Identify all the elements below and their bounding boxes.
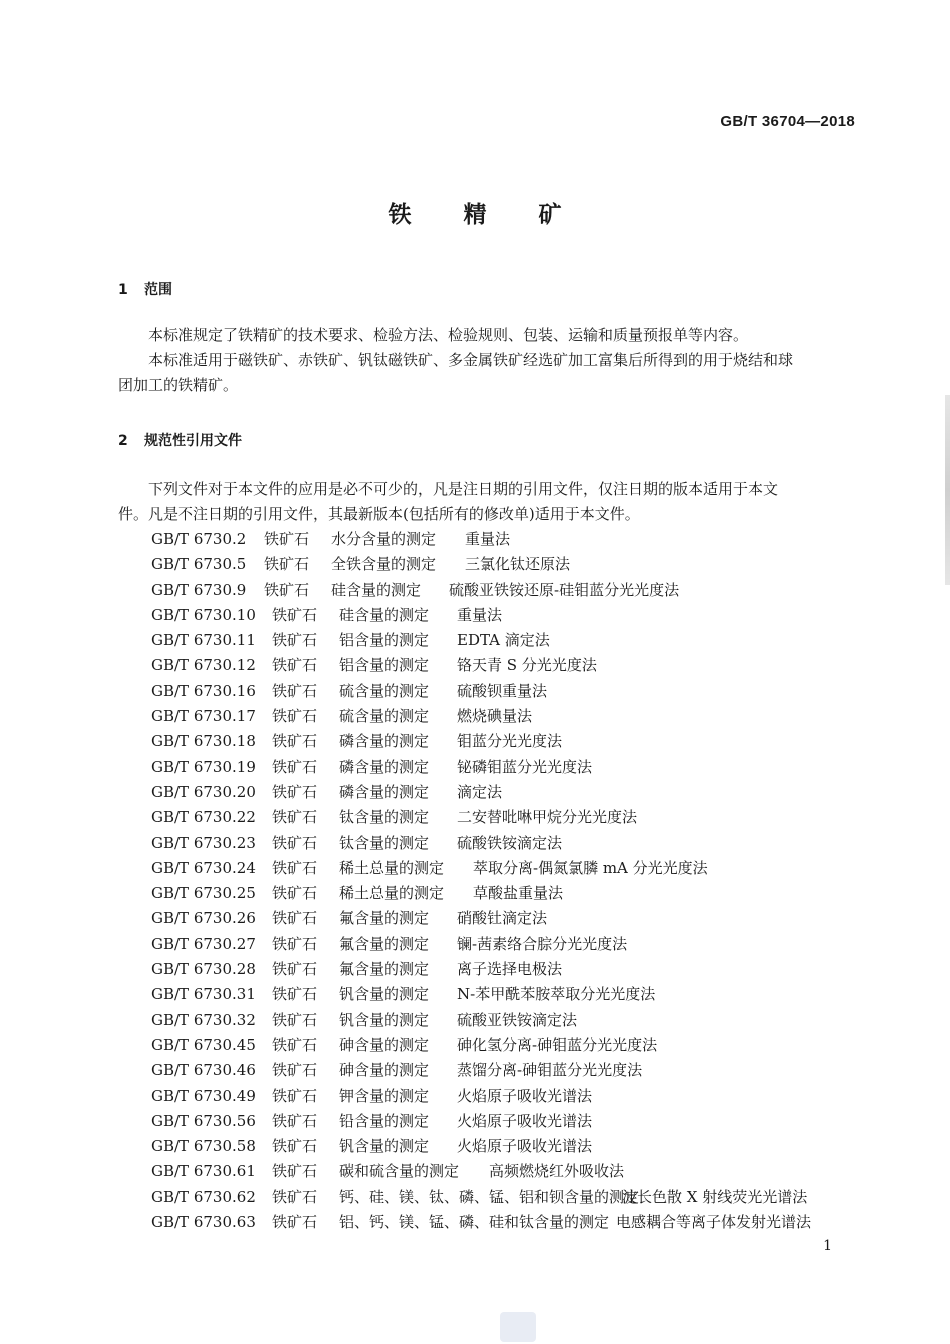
reference-category: 铁矿石 [272, 757, 318, 776]
reference-code: GB/T 6730.12 [151, 656, 256, 675]
reference-method: 电感耦合等离子体发射光谱法 [616, 1213, 812, 1232]
reference-category: 铁矿石 [272, 631, 318, 650]
reference-code: GB/T 6730.24 [151, 858, 256, 877]
reference-code: GB/T 6730.56 [151, 1111, 256, 1130]
reference-item: 铝、钙、镁、锰、磷、硅和钛含量的测定 [339, 1213, 610, 1232]
reference-item: 硅含量的测定 [339, 605, 430, 624]
reference-category: 铁矿石 [272, 656, 318, 675]
reference-category: 铁矿石 [272, 707, 318, 726]
reference-code: GB/T 6730.23 [151, 833, 256, 852]
reference-category: 铁矿石 [264, 530, 310, 548]
reference-method: 波长色散 X 射线荧光光谱法 [622, 1187, 808, 1206]
reference-category: 铁矿石 [272, 1035, 318, 1054]
reference-item: 全铁含量的测定 [331, 555, 437, 574]
reference-method: N-苯甲酰苯胺萃取分光光度法 [457, 985, 656, 1004]
reference-method: EDTA 滴定法 [457, 631, 550, 650]
reference-method: 萃取分离-偶氮氯膦 mA 分光光度法 [473, 858, 708, 877]
reference-method: 二安替吡啉甲烷分光光度法 [457, 808, 638, 827]
reference-code: GB/T 6730.5 [151, 555, 247, 574]
scope-paragraph-1: 本标准规定了铁精矿的技术要求、检验方法、检验规则、包装、运输和质量预报单等内容。 [148, 326, 749, 344]
reference-code: GB/T 6730.25 [151, 884, 256, 903]
reference-category: 铁矿石 [272, 1137, 318, 1156]
page-number: 1 [823, 1238, 832, 1254]
reference-code: GB/T 6730.22 [151, 808, 256, 827]
reference-item: 稀土总量的测定 [339, 884, 445, 903]
reference-item: 砷含量的测定 [339, 1061, 430, 1080]
reference-method: 硫酸亚铁铵滴定法 [457, 1010, 578, 1029]
reference-method: 铬天青 S 分光光度法 [457, 656, 597, 675]
reference-category: 铁矿石 [264, 580, 310, 599]
reference-item: 氟含量的测定 [339, 934, 430, 953]
scanner-watermark [500, 1312, 536, 1342]
reference-category: 铁矿石 [272, 732, 318, 751]
reference-category: 铁矿石 [272, 681, 318, 700]
reference-method: 铋磷钼蓝分光光度法 [457, 757, 593, 776]
reference-method: 火焰原子吸收光谱法 [457, 1111, 593, 1130]
reference-item: 碳和硫含量的测定 [339, 1162, 460, 1181]
reference-code: GB/T 6730.32 [151, 1010, 256, 1029]
reference-item: 硫含量的测定 [339, 707, 430, 726]
reference-item: 砷含量的测定 [339, 1035, 430, 1054]
reference-method: 硫酸亚铁铵还原-硅钼蓝分光光度法 [449, 580, 680, 599]
reference-category: 铁矿石 [272, 909, 318, 928]
reference-category: 铁矿石 [272, 960, 318, 979]
reference-item: 氟含量的测定 [339, 909, 430, 928]
reference-item: 铝含量的测定 [339, 631, 430, 650]
reference-category: 铁矿石 [272, 1061, 318, 1080]
reference-item: 硅含量的测定 [331, 580, 422, 599]
reference-category: 铁矿石 [272, 1213, 318, 1232]
title-char: 铁 [388, 202, 412, 228]
reference-code: GB/T 6730.58 [151, 1137, 256, 1156]
reference-item: 钒含量的测定 [339, 1137, 430, 1156]
references-intro-1: 下列文件对于本文件的应用是必不可少的，凡是注日期的引用文件，仅注日期的版本适用于本文 [148, 480, 779, 498]
reference-method: 火焰原子吸收光谱法 [457, 1137, 593, 1156]
section-number: 1 [118, 282, 128, 298]
reference-code: GB/T 6730.28 [151, 960, 256, 979]
reference-item: 钛含量的测定 [339, 833, 430, 852]
reference-category: 铁矿石 [272, 1187, 318, 1206]
reference-item: 钒含量的测定 [339, 1010, 430, 1029]
reference-code: GB/T 6730.20 [151, 782, 256, 801]
reference-item: 氟含量的测定 [339, 960, 430, 979]
reference-code: GB/T 6730.27 [151, 934, 256, 953]
reference-method: 重量法 [457, 605, 503, 624]
reference-category: 铁矿石 [272, 1086, 318, 1105]
reference-category: 铁矿石 [272, 605, 318, 624]
reference-method: 高频燃烧红外吸收法 [489, 1162, 625, 1181]
standard-code: GB/T 36704—2018 [720, 113, 855, 130]
reference-method: 砷化氢分离-砷钼蓝分光光度法 [457, 1035, 658, 1054]
scope-paragraph-2: 本标准适用于磁铁矿、赤铁矿、钒钛磁铁矿、多金属铁矿经选矿加工富集后所得到的用于烧结和球 [148, 351, 794, 369]
section-heading-references [118, 430, 242, 450]
reference-code: GB/T 6730.16 [151, 681, 256, 700]
reference-code: GB/T 6730.9 [151, 580, 247, 599]
reference-method: 硫酸铁铵滴定法 [457, 833, 563, 852]
reference-method: 重量法 [465, 530, 511, 548]
reference-code: GB/T 6730.46 [151, 1061, 256, 1080]
reference-code: GB/T 6730.62 [151, 1187, 256, 1206]
reference-method: 硝酸钍滴定法 [457, 909, 548, 928]
reference-category: 铁矿石 [272, 858, 318, 877]
section-title: 范围 [144, 282, 172, 298]
reference-item: 钾含量的测定 [339, 1086, 430, 1105]
section-heading-scope [118, 279, 172, 299]
reference-code: GB/T 6730.18 [151, 732, 256, 751]
reference-code: GB/T 6730.26 [151, 909, 256, 928]
reference-code: GB/T 6730.2 [151, 530, 247, 548]
reference-method: 燃烧碘量法 [457, 707, 533, 726]
reference-code: GB/T 6730.31 [151, 985, 256, 1004]
reference-method: 草酸盐重量法 [473, 884, 564, 903]
reference-category: 铁矿石 [272, 1111, 318, 1130]
reference-category: 铁矿石 [272, 808, 318, 827]
reference-method: 蒸馏分离-砷钼蓝分光光度法 [457, 1061, 643, 1080]
reference-item: 钛含量的测定 [339, 808, 430, 827]
reference-method: 火焰原子吸收光谱法 [457, 1086, 593, 1105]
title-char: 矿 [538, 202, 562, 228]
reference-method: 滴定法 [457, 782, 503, 801]
reference-code: GB/T 6730.45 [151, 1035, 256, 1054]
reference-code: GB/T 6730.61 [151, 1162, 256, 1181]
references-intro-2: 件。凡是不注日期的引用文件，其最新版本(包括所有的修改单)适用于本文件。 [118, 505, 640, 523]
reference-item: 磷含量的测定 [339, 757, 430, 776]
reference-category: 铁矿石 [272, 985, 318, 1004]
reference-item: 硫含量的测定 [339, 681, 430, 700]
document-title [0, 196, 950, 229]
reference-code: GB/T 6730.49 [151, 1086, 256, 1105]
scope-paragraph-2-cont: 团加工的铁精矿。 [118, 376, 239, 394]
reference-item: 磷含量的测定 [339, 782, 430, 801]
reference-code: GB/T 6730.11 [151, 631, 256, 650]
reference-category: 铁矿石 [272, 1010, 318, 1029]
reference-method: 离子选择电极法 [457, 960, 563, 979]
reference-item: 钙、硅、镁、钛、磷、锰、铝和钡含量的测定 [339, 1187, 640, 1206]
section-number: 2 [118, 433, 128, 449]
reference-category: 铁矿石 [272, 1162, 318, 1181]
reference-category: 铁矿石 [272, 934, 318, 953]
reference-category: 铁矿石 [264, 555, 310, 574]
reference-category: 铁矿石 [272, 884, 318, 903]
title-char: 精 [463, 202, 487, 228]
reference-method: 三氯化钛还原法 [465, 555, 571, 574]
reference-category: 铁矿石 [272, 782, 318, 801]
reference-code: GB/T 6730.19 [151, 757, 256, 776]
reference-item: 铝含量的测定 [339, 656, 430, 675]
reference-method: 硫酸钡重量法 [457, 681, 548, 700]
reference-item: 稀土总量的测定 [339, 858, 445, 877]
reference-method: 钼蓝分光光度法 [457, 732, 563, 751]
reference-method: 镧-茜素络合腙分光光度法 [457, 934, 628, 953]
reference-item: 铅含量的测定 [339, 1111, 430, 1130]
reference-code: GB/T 6730.10 [151, 605, 256, 624]
reference-item: 钒含量的测定 [339, 985, 430, 1004]
section-title: 规范性引用文件 [144, 433, 242, 449]
reference-category: 铁矿石 [272, 833, 318, 852]
reference-item: 磷含量的测定 [339, 732, 430, 751]
reference-code: GB/T 6730.17 [151, 707, 256, 726]
reference-item: 水分含量的测定 [331, 530, 437, 548]
reference-code: GB/T 6730.63 [151, 1213, 256, 1232]
page-edge-shadow [945, 395, 950, 585]
